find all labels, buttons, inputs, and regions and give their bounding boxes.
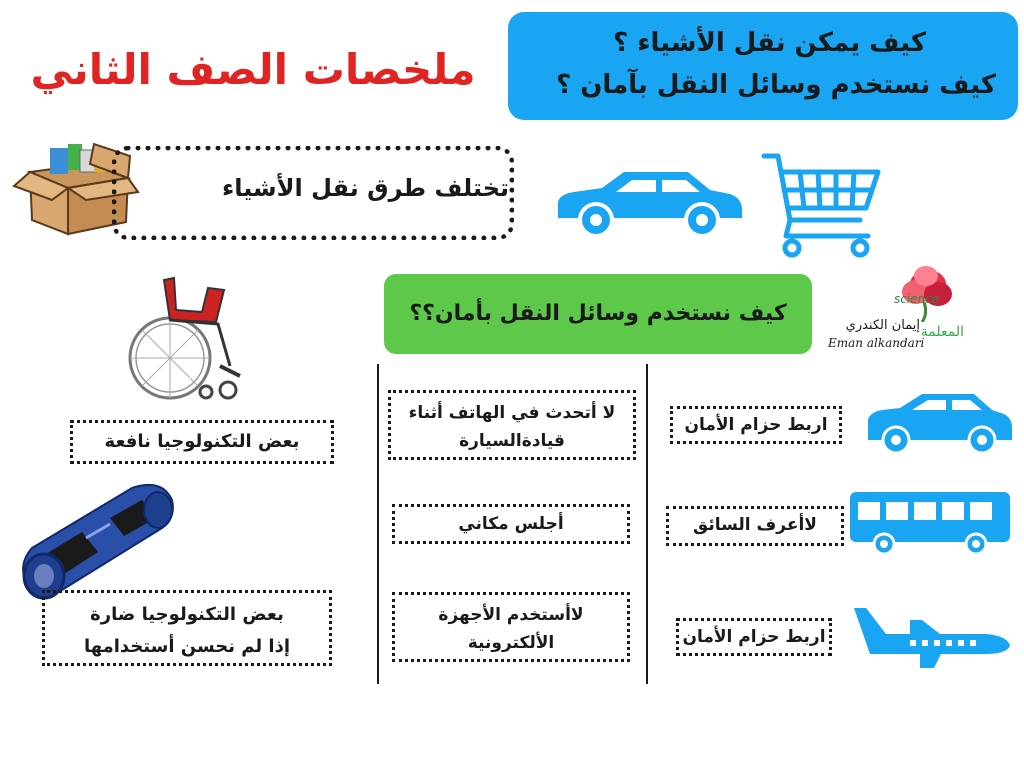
questions-box: [508, 12, 1018, 120]
rule-no-devices-line1: لاأستخدم الأجهزة: [438, 605, 584, 625]
question-transport-things: كيف يمكن نقل الأشياء ؟: [613, 28, 926, 58]
question-safe-transport: كيف نستخدم وسائل النقل بآمان ؟: [556, 70, 996, 100]
technology-harmful-line1: بعض التكنولوجيا ضارة: [90, 604, 284, 625]
hoverboard-icon: [12, 478, 176, 608]
bus-icon: [848, 490, 1012, 556]
rule-no-phone: [388, 390, 636, 460]
rule-no-devices-line2: الألكترونية: [467, 633, 555, 653]
rule-seatbelt-car: اربط حزام الأمان: [670, 406, 842, 444]
logo-latin-name: Eman alkandari: [828, 336, 925, 350]
rule-know-driver: لاأعرف السائق: [666, 506, 844, 546]
shopping-cart-icon: [760, 150, 884, 260]
car-icon: [864, 390, 1014, 456]
technology-harmful: [42, 590, 332, 666]
technology-harmful-line2: إذا لم نحسن أستخدامها: [83, 636, 291, 657]
rule-no-phone-line1: لا أتحدث في الهاتف أثناء: [408, 403, 616, 423]
technology-useful: بعض التكنولوجيا نافعة: [70, 420, 334, 464]
page-title: ملخصات الصف الثاني: [30, 45, 476, 94]
rule-sit-in-place: أجلس مكاني: [392, 504, 630, 544]
logo-teacher: المعلمة: [920, 324, 964, 340]
logo-arabic-name: إيمان الكندري: [845, 318, 920, 333]
car-icon: [550, 166, 744, 238]
rule-no-devices: [392, 592, 630, 662]
divider-right: [646, 364, 648, 684]
logo-science: science: [894, 292, 940, 306]
airplane-icon: [850, 604, 1012, 670]
safety-heading: كيف نستخدم وسائل النقل بأمان؟؟: [384, 274, 812, 354]
rule-seatbelt-plane: اربط حزام الأمان: [676, 618, 832, 656]
wheelchair-icon: [124, 270, 244, 404]
teacher-logo: [824, 262, 964, 350]
divider-left: [377, 364, 379, 684]
intro-box: تختلف طرق نقل الأشياء: [112, 146, 514, 240]
rule-no-phone-line2: قيادةالسيارة: [459, 431, 565, 451]
